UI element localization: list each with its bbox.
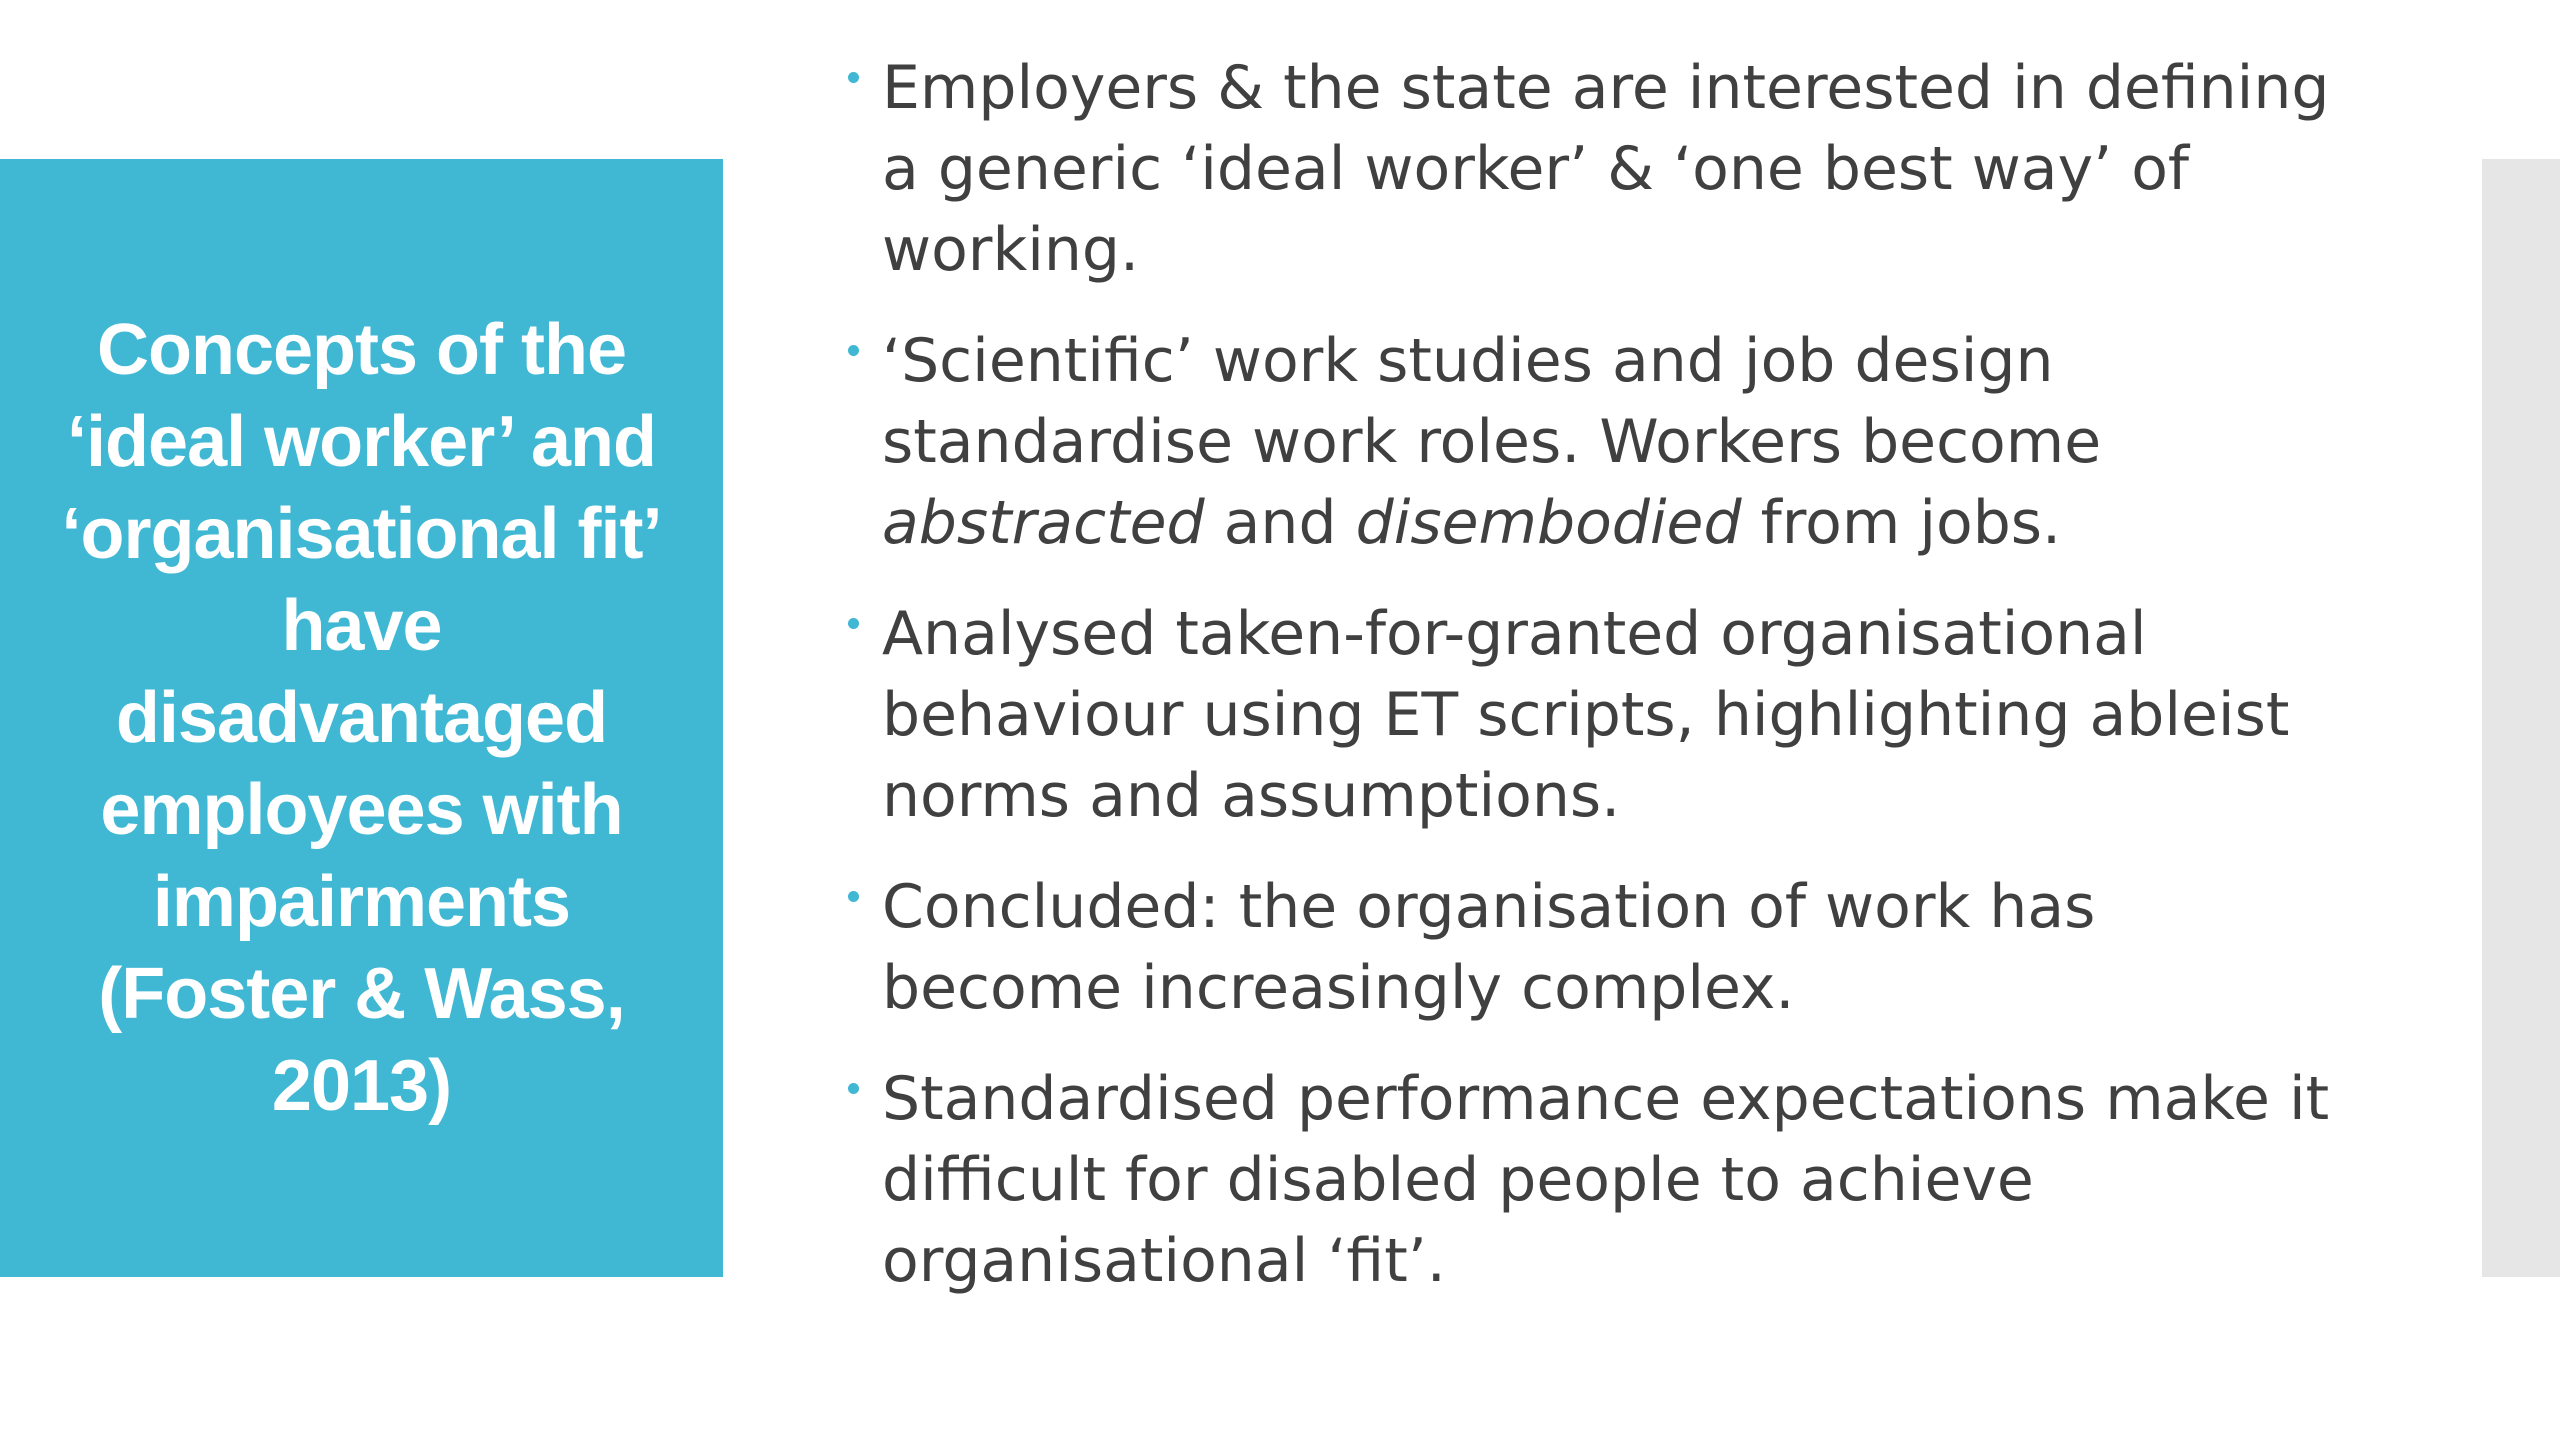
bullet-item — [840, 1059, 2340, 1302]
bullet-text: Concluded: the organisation of work has become increasingly complex. — [882, 872, 2096, 1023]
bullet-text: ‘Scientific’ work studies and job design standardise work roles. Workers become — [882, 326, 2102, 477]
bullet-dot-icon — [848, 618, 859, 629]
bullet-dot-icon — [848, 891, 859, 902]
bullet-dot-icon — [848, 72, 859, 83]
bullet-dot-icon — [848, 345, 859, 356]
bullet-text: Analysed taken-for-granted organisational behaviour using ET scripts, highlighting ableist norms and assumptions. — [882, 599, 2290, 831]
bullet-list — [840, 48, 2340, 1332]
side-decoration-strip — [2482, 159, 2560, 1277]
bullet-item — [840, 321, 2340, 564]
bullet-text: Standardised performance expectations make it difficult for disabled people to achieve organisational ‘fit’. — [882, 1064, 2330, 1296]
title-box — [0, 159, 723, 1277]
slide-title: Concepts of the ‘ideal worker’ and ‘organisational fit’ have disadvantaged employees with impairments (Foster & Wass, 2013) — [61, 310, 662, 1126]
bullet-text: and — [1204, 488, 1356, 558]
bullet-italic-text: abstracted — [882, 488, 1205, 558]
bullet-item — [840, 867, 2340, 1029]
bullet-text: from jobs. — [1741, 488, 2062, 558]
bullet-item — [840, 48, 2340, 291]
bullet-text: Employers & the state are interested in defining a generic ‘ideal worker’ & ‘one best way’ of working. — [882, 53, 2330, 285]
bullet-italic-text: disembodied — [1355, 488, 1742, 558]
bullet-item — [840, 594, 2340, 837]
bullet-dot-icon — [848, 1083, 859, 1094]
